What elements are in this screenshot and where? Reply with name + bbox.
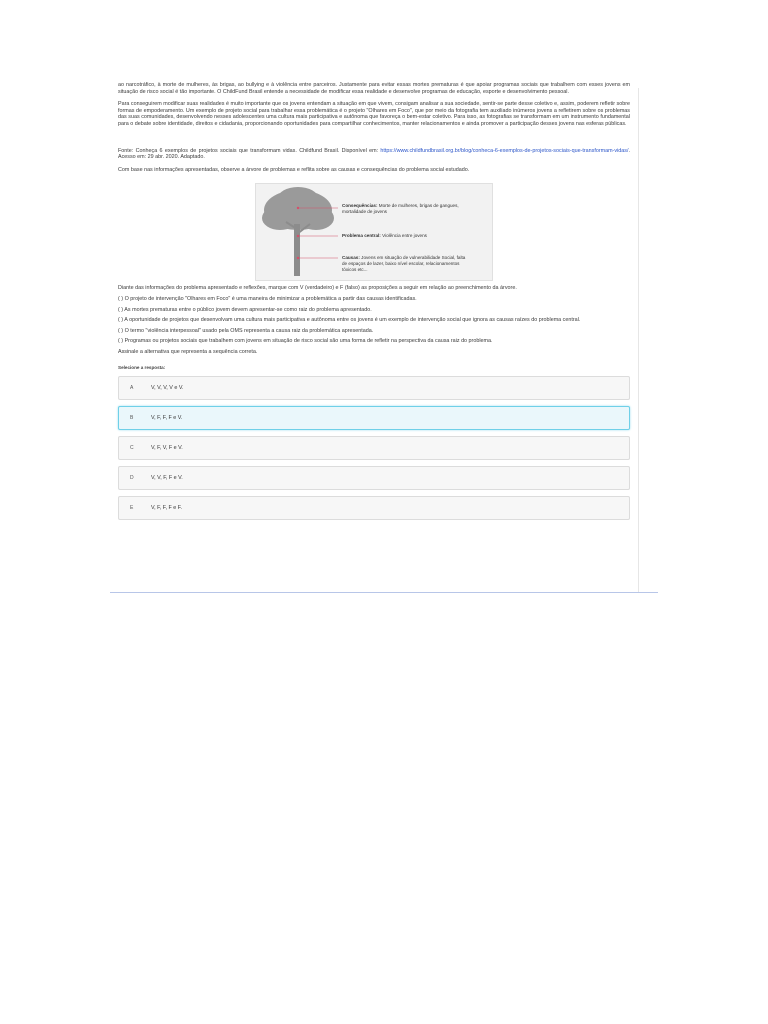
source-citation <box>118 148 630 161</box>
answer-option-a[interactable] <box>118 376 630 400</box>
instruction-text: Diante das informações do problema apresentado e reflexões, marque com V (verdadeiro) e F (falso) as proposições a seguir em relação ao preenchimento da árvore. <box>118 285 517 292</box>
select-answer-label: Selecione a resposta: <box>118 364 166 370</box>
answer-option-b[interactable] <box>118 406 630 430</box>
consequences-label: Consequências: Morte de mulheres, brigas de gangues, mortalidade de jovens <box>342 203 459 214</box>
option-text: V, V, F, F e V. <box>151 474 183 481</box>
intro-paragraph: ao narcotráfico, à morte de mulheres, às brigas, ao bullying e à violência entre parceiros. Justamente para evitar essas mortes prematuras é que apoiar programas sociais que trabalhem com esses jovens em situação de risco social é tão importante. O ChildFund Brasil entende a necessidade de modificar essa realidade e desenvolve programas de educação, esporte e desenvolvimento pessoal. <box>118 82 630 95</box>
tree-prompt: Com base nas informações apresentadas, observe a árvore de problemas e reflita sobre as causas e consequências do problema social estudado. <box>118 166 470 173</box>
context-paragraph: Para conseguirem modificar suas realidades é muito importante que os jovens entendam a situação em que vivem, consigam analisar a sua sociedade, sentir-se parte desse coletivo e, assim, poderem refletir sobre formas de empoderamento. Um exemplo de projeto social para trabalhar essa problemática é o projeto "Olhares em Foco", que por meio da fotografia tem auxiliado inúmeros jovens a refletirem sobre os problemas das suas comunidades, desenvolvendo nesses adolescentes uma cultura mais participativa e autônoma que favoreça o bem-estar coletivo. Para isso, as fotografias se transformam em um instrumento fundamental para o debate sobre identidade, direitos e cidadania, proporcionando oportunidades para compartilhar conhecimentos, manter relacionamentos e ainda promover a participação desses jovens nas esferas públicas. <box>118 101 630 127</box>
answer-option-d[interactable] <box>118 466 630 490</box>
causes-label: Causas: Jovens em situação de vulnerabilidade Social, falta de espaços de lazer, baixo nível escolar, relacionamentos tóxicos etc... <box>342 255 466 272</box>
screenshot-bottom-edge <box>110 592 658 593</box>
option-letter: A <box>130 384 134 391</box>
closing-question: Assinale a alternativa que representa a sequência correta. <box>118 348 258 355</box>
source-prefix: Fonte: Conheça 6 exemplos de projetos sociais que transformam vidas. Childfund Brasil. Disponível em: <box>118 147 381 154</box>
option-letter: C <box>130 444 134 451</box>
option-text: V, F, F, F e F. <box>151 504 182 511</box>
central-problem-label: Problema central: Violência entre jovens <box>342 233 427 239</box>
answer-option-c[interactable] <box>118 436 630 460</box>
statement-4: ( ) O termo "violência interpessoal" usado pela OMS representa a causa raiz da problemática apresentada. <box>118 327 374 334</box>
source-link[interactable]: https://www.childfundbrasil.org.br/blog/conheca-6-exemplos-de-projetos-sociais-que-transformam-vidas/ <box>380 147 629 154</box>
option-letter: B <box>130 414 134 421</box>
option-text: V, V, V, V e V. <box>151 384 184 391</box>
question-content <box>118 82 630 520</box>
statement-1: ( ) O projeto de intervenção "Olhares em Foco" é uma maneira de minimizar a problemática a partir das causas identificadas. <box>118 295 417 302</box>
statement-2: ( ) As mortes prematuras entre o público jovem devem apresentar-se como raiz do problema apresentado. <box>118 306 372 313</box>
question-screenshot <box>110 82 638 593</box>
source-suffix: . Acesso em: 29 abr. 2020. Adaptado. <box>118 147 630 161</box>
option-letter: E <box>130 504 134 511</box>
option-text: V, F, F, F e V. <box>151 414 183 421</box>
statement-5: ( ) Programas ou projetos sociais que trabalhem com jovens em situação de risco social são uma forma de refletir na perspectiva da causa raiz do problema. <box>118 338 493 345</box>
option-letter: D <box>130 474 134 481</box>
statement-3: ( ) A oportunidade de projetos que desenvolvam uma cultura mais participativa e autônoma entre os jovens é um exemplo de intervenção social que ignora as causas raízes do problema central. <box>118 317 581 324</box>
option-text: V, F, V, F e V. <box>151 444 183 451</box>
panel-divider <box>638 88 639 593</box>
problem-tree-figure <box>255 183 493 281</box>
answer-option-e[interactable] <box>118 496 630 520</box>
